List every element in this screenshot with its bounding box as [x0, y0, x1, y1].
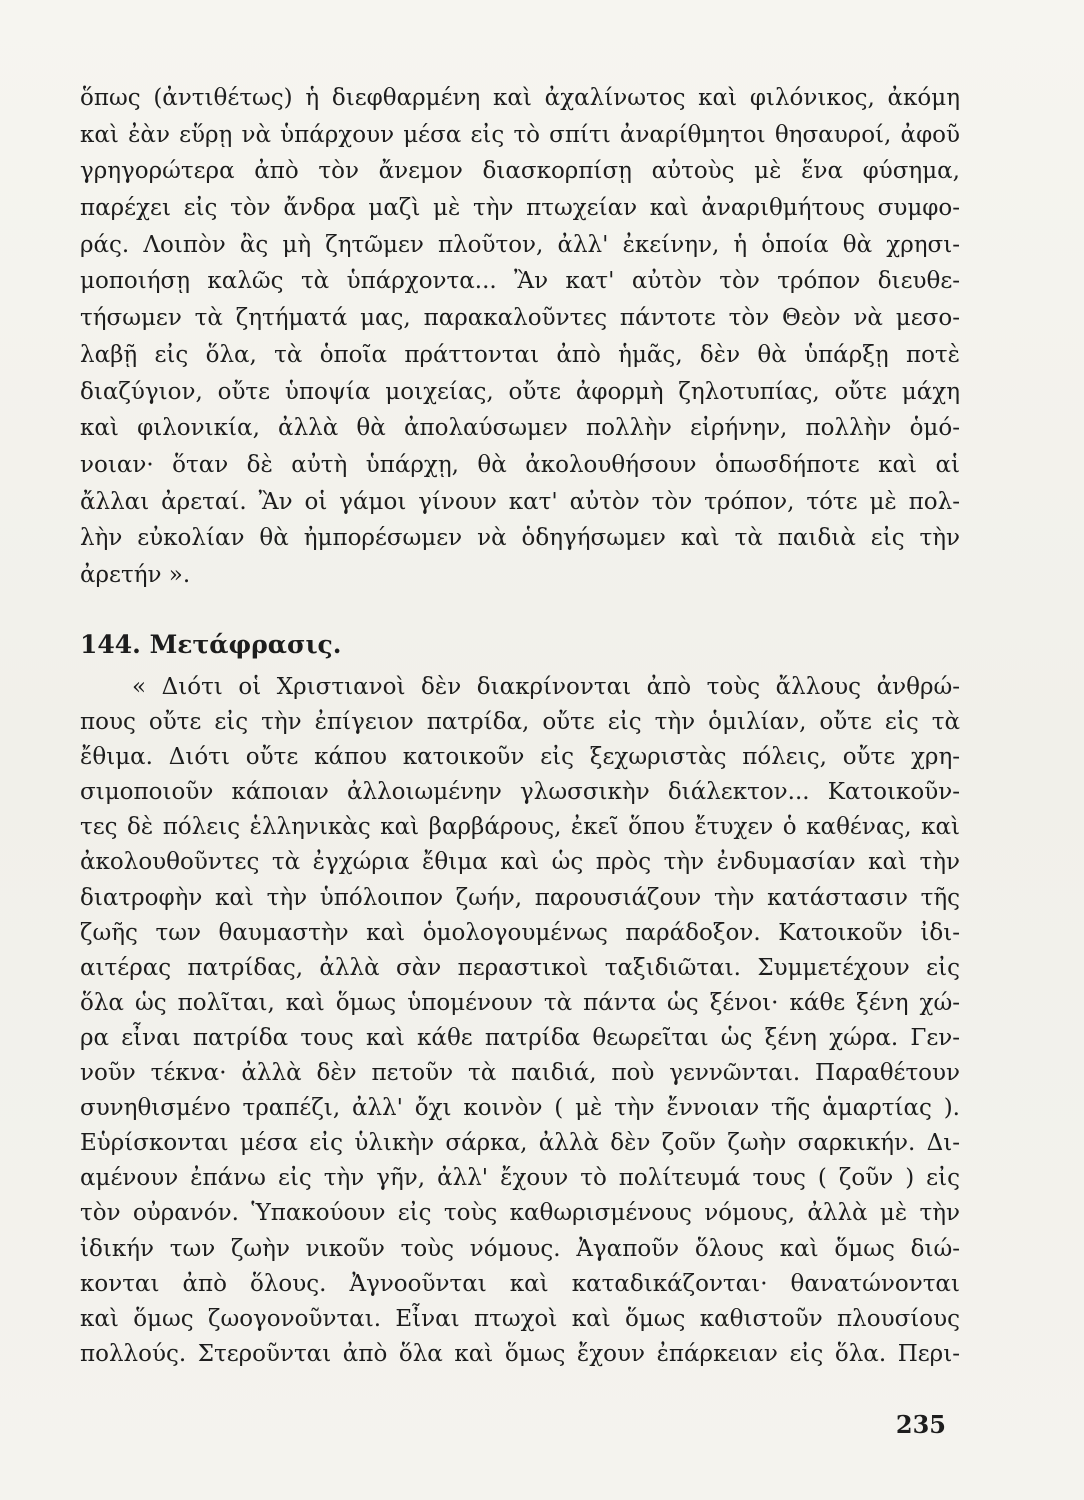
text-line: τες δὲ πόλεις ἑλληνικὰς καὶ βαρβάρους, ἐκεῖ ὅπου ἔτυχεν ὁ καθένας, καὶ	[80, 814, 960, 841]
text-line: νοιαν· ὅταν δὲ αὐτὴ ὑπάρχῃ, θὰ ἀκολουθήσουν ὁπωσδήποτε καὶ αἱ	[80, 451, 960, 478]
text-line: καὶ ὅμως ζωογονοῦνται. Εἶναι πτωχοὶ καὶ ὅμως καθιστοῦν πλουσίους	[80, 1305, 960, 1332]
text-line: καὶ φιλονικία, ἀλλὰ θὰ ἀπολαύσωμεν πολλὴν εἰρήνην, πολλὴν ὁμό-	[80, 415, 960, 442]
text-line: διατροφὴν καὶ τὴν ὑπόλοιπον ζωήν, παρουσιάζουν τὴν κατάστασιν τῆς	[80, 884, 960, 911]
text-line: καὶ ἐὰν εὕρῃ νὰ ὑπάρχουν μέσα εἰς τὸ σπίτι ἀναρίθμητοι θησαυροί, ἀφοῦ	[80, 121, 960, 148]
text-line: γρηγορώτερα ἀπὸ τὸν ἄνεμον διασκορπίσῃ αὐτοὺς μὲ ἕνα φύσημα,	[80, 158, 960, 185]
text-line: ἀρετήν ».	[80, 561, 191, 588]
text-line: αμένουν ἐπάνω εἰς τὴν γῆν, ἀλλ' ἔχουν τὸ πολίτευμά τους ( ζοῦν ) εἰς	[80, 1165, 960, 1192]
translation-paragraph	[80, 670, 960, 1372]
text-line: ἔθιμα. Διότι οὔτε κάπου κατοικοῦν εἰς ξεχωριστὰς πόλεις, οὔτε χρη-	[80, 744, 960, 771]
text-line: παρέχει εἰς τὸν ἄνδρα μαζὶ μὲ τὴν πτωχείαν καὶ ἀναριθμήτους συμφο-	[80, 195, 960, 222]
text-line: κονται ἀπὸ ὅλους. Ἀγνοοῦνται καὶ καταδικάζονται· θανατώνονται	[80, 1270, 960, 1297]
text-line: πους οὔτε εἰς τὴν ἐπίγειον πατρίδα, οὔτε εἰς τὴν ὁμιλίαν, οὔτε εἰς τὰ	[80, 709, 960, 736]
text-line: ὅλα ὡς πολῖται, καὶ ὅμως ὑπομένουν τὰ πάντα ὡς ξένοι· κάθε ξένη χώ-	[80, 989, 960, 1016]
text-line: ράς. Λοιπὸν ἂς μὴ ζητῶμεν πλοῦτον, ἀλλ' ἐκείνην, ἡ ὁποία θὰ χρησι-	[80, 231, 960, 258]
text-line: τήσωμεν τὰ ζητήματά μας, παρακαλοῦντες πάντοτε τὸν Θεὸν νὰ μεσο-	[80, 305, 960, 332]
text-line: ἄλλαι ἀρεταί. Ἂν οἱ γάμοι γίνουν κατ' αὐτὸν τὸν τρόπον, τότε μὲ πολ-	[80, 488, 960, 515]
text-line: ζωῆς των θαυμαστὴν καὶ ὁμολογουμένως παράδοξον. Κατοικοῦν ἰδι-	[80, 919, 960, 946]
text-line: ρα εἶναι πατρίδα τους καὶ κάθε πατρίδα θεωρεῖται ὡς ξένη χώρα. Γεν-	[80, 1024, 960, 1051]
text-line: τὸν οὐρανόν. Ὑπακούουν εἰς τοὺς καθωρισμένους νόμους, ἀλλὰ μὲ τὴν	[80, 1200, 960, 1227]
text-line: μοποιήσῃ καλῶς τὰ ὑπάρχοντα... Ἂν κατ' αὐτὸν τὸν τρόπον διευθε-	[80, 268, 960, 295]
paragraph-continued	[80, 80, 960, 594]
text-line: αιτέρας πατρίδας, ἀλλὰ σὰν περαστικοὶ ταξιδιῶται. Συμμετέχουν εἰς	[80, 954, 960, 981]
text-line: ὅπως (ἀντιθέτως) ἡ διεφθαρμένη καὶ ἀχαλίνωτος καὶ φιλόνικος, ἀκόμη	[80, 85, 960, 111]
text-line: σιμοποιοῦν κάποιαν ἀλλοιωμένην γλωσσικὴν διάλεκτον... Κατοικοῦν-	[80, 779, 960, 806]
text-line: πολλούς. Στεροῦνται ἀπὸ ὅλα καὶ ὅμως ἔχουν ἐπάρκειαν εἰς ὅλα. Περι-	[80, 1340, 960, 1367]
text-line: λαβῇ εἰς ὅλα, τὰ ὁποῖα πράττονται ἀπὸ ἡμᾶς, δὲν θὰ ὑπάρξῃ ποτὲ	[80, 341, 960, 368]
text-line: « Διότι οἱ Χριστιανοὶ δὲν διακρίνονται ἀπὸ τοὺς ἄλλους ἀνθρώ-	[132, 674, 960, 700]
text-line: νοῦν τέκνα· ἀλλὰ δὲν πετοῦν τὰ παιδιά, ποὺ γεννῶνται. Παραθέτουν	[80, 1060, 960, 1087]
page-number: 235	[895, 1410, 946, 1439]
text-line: ἰδικήν των ζωὴν νικοῦν τοὺς νόμους. Ἀγαποῦν ὅλους καὶ ὅμως διώ-	[80, 1235, 960, 1262]
text-line: συνηθισμένο τραπέζι, ἀλλ' ὄχι κοινὸν ( μὲ τὴν ἔννοιαν τῆς ἁμαρτίας ).	[80, 1095, 960, 1122]
section-heading: 144. Μετάφρασις.	[80, 630, 342, 659]
text-line: λὴν εὐκολίαν θὰ ἠμπορέσωμεν νὰ ὁδηγήσωμεν καὶ τὰ παιδιὰ εἰς τὴν	[80, 525, 960, 552]
text-line: ἀκολουθοῦντες τὰ ἐγχώρια ἔθιμα καὶ ὡς πρὸς τὴν ἐνδυμασίαν καὶ τὴν	[80, 849, 960, 876]
text-line: Εὑρίσκονται μέσα εἰς ὑλικὴν σάρκα, ἀλλὰ δὲν ζοῦν ζωὴν σαρκικήν. Δι-	[80, 1130, 960, 1157]
text-line: διαζύγιον, οὔτε ὑποψία μοιχείας, οὔτε ἀφορμὴ ζηλοτυπίας, οὔτε μάχη	[80, 378, 960, 405]
